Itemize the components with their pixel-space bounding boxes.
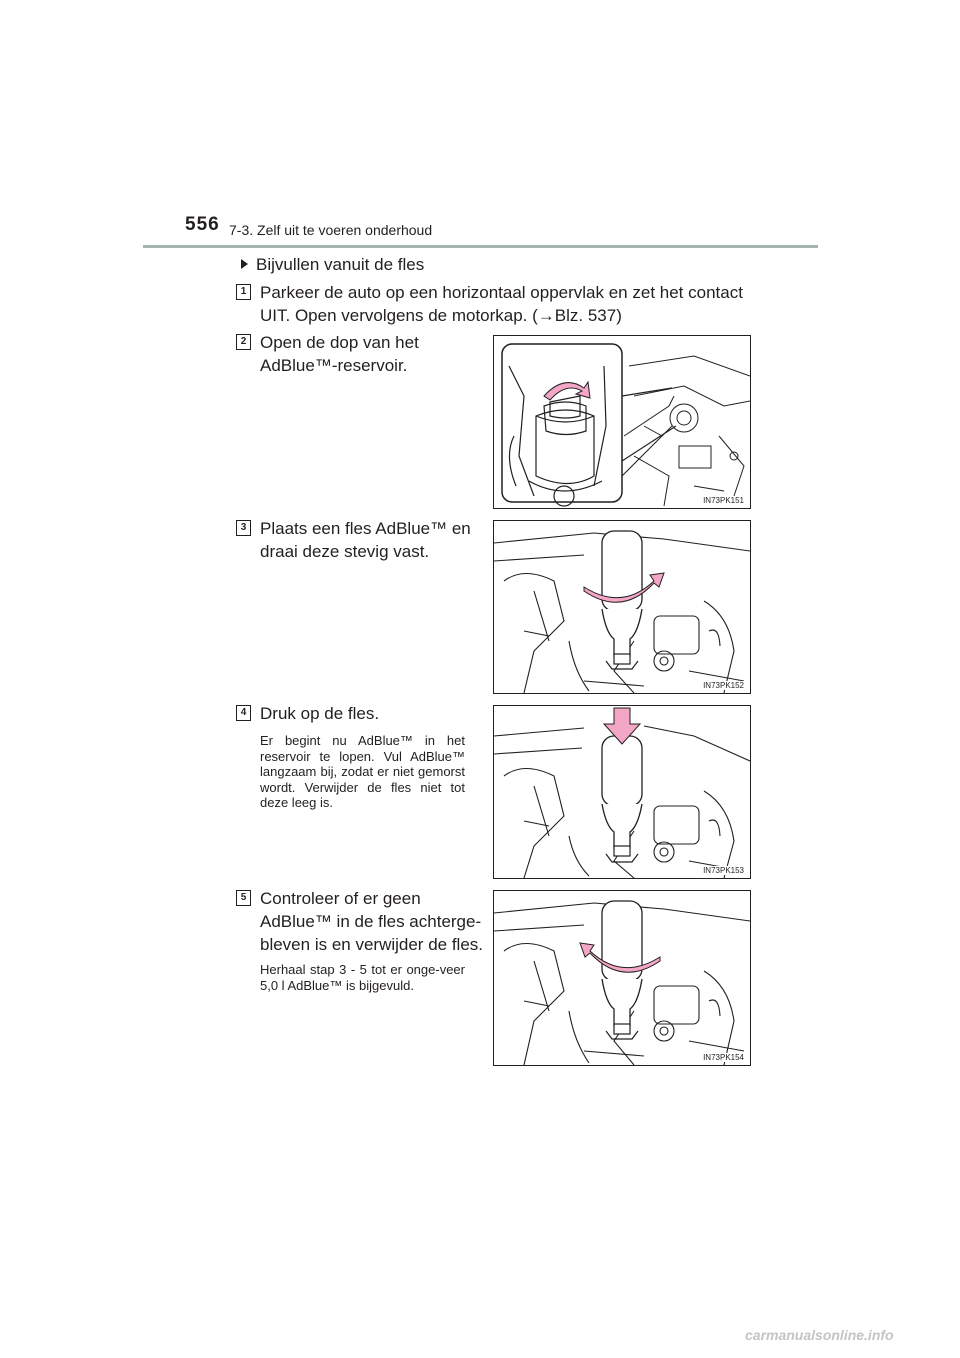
step-1-text <box>260 281 743 327</box>
step-number-1: 1 <box>236 284 251 300</box>
step-2-text <box>260 331 419 377</box>
step-3-line-1: Plaats een fles AdBlue™ en <box>260 519 471 538</box>
footer-watermark: carmanualsonline.info <box>745 1327 894 1343</box>
triangle-bullet-icon <box>241 259 248 269</box>
step-1-line-1: Parkeer de auto op een horizontaal oppervlak en zet het contact <box>260 283 743 302</box>
subheading <box>241 255 424 275</box>
engine-bay-cap-illustration <box>494 336 750 508</box>
step-2-line-1: Open de dop van het <box>260 333 419 352</box>
step-5-line-1: Controleer of er geen <box>260 889 421 908</box>
step-5-line-3: bleven is en verwijder de fles. <box>260 935 484 954</box>
bottle-screw-illustration <box>494 521 750 693</box>
figure-code-3: IN73PK153 <box>703 866 744 875</box>
figure-code-1: IN73PK151 <box>703 496 744 505</box>
step-4-note: Er begint nu AdBlue™ in het reservoir te lopen. Vul AdBlue™ langzaam bij, zodat er niet gemorst wordt. Verwijder de fles niet tot deze leeg is. <box>260 733 465 810</box>
bottle-press-illustration <box>494 706 750 878</box>
subheading-text: Bijvullen vanuit de fles <box>256 255 425 274</box>
step-number-2: 2 <box>236 334 251 350</box>
step-number-4: 4 <box>236 705 251 721</box>
step-3-text <box>260 517 471 563</box>
figure-place-bottle <box>493 520 751 694</box>
figure-press-bottle <box>493 705 751 879</box>
step-5-text <box>260 887 483 956</box>
section-title: 7-3. Zelf uit te voeren onderhoud <box>229 222 433 238</box>
step-4-text <box>260 702 379 725</box>
figure-remove-bottle <box>493 890 751 1066</box>
header-rule <box>143 245 818 248</box>
step-number-5: 5 <box>236 890 251 906</box>
figure-code-4: IN73PK154 <box>703 1053 744 1062</box>
step-1-line-2: UIT. Open vervolgens de motorkap. (→Blz. 537) <box>260 306 622 325</box>
figure-open-cap <box>493 335 751 509</box>
page-number: 556 <box>185 214 220 235</box>
step-2-line-2: AdBlue™-reservoir. <box>260 356 408 375</box>
step-5-note: Herhaal stap 3 - 5 tot er onge-veer 5,0 l AdBlue™ is bijgevuld. <box>260 962 465 993</box>
figure-code-2: IN73PK152 <box>703 681 744 690</box>
bottle-unscrew-illustration <box>494 891 750 1065</box>
step-4-line-1: Druk op de fles. <box>260 704 380 723</box>
step-5-line-2: AdBlue™ in de fles achterge- <box>260 912 482 931</box>
step-3-line-2: draai deze stevig vast. <box>260 542 430 561</box>
step-number-3: 3 <box>236 520 251 536</box>
